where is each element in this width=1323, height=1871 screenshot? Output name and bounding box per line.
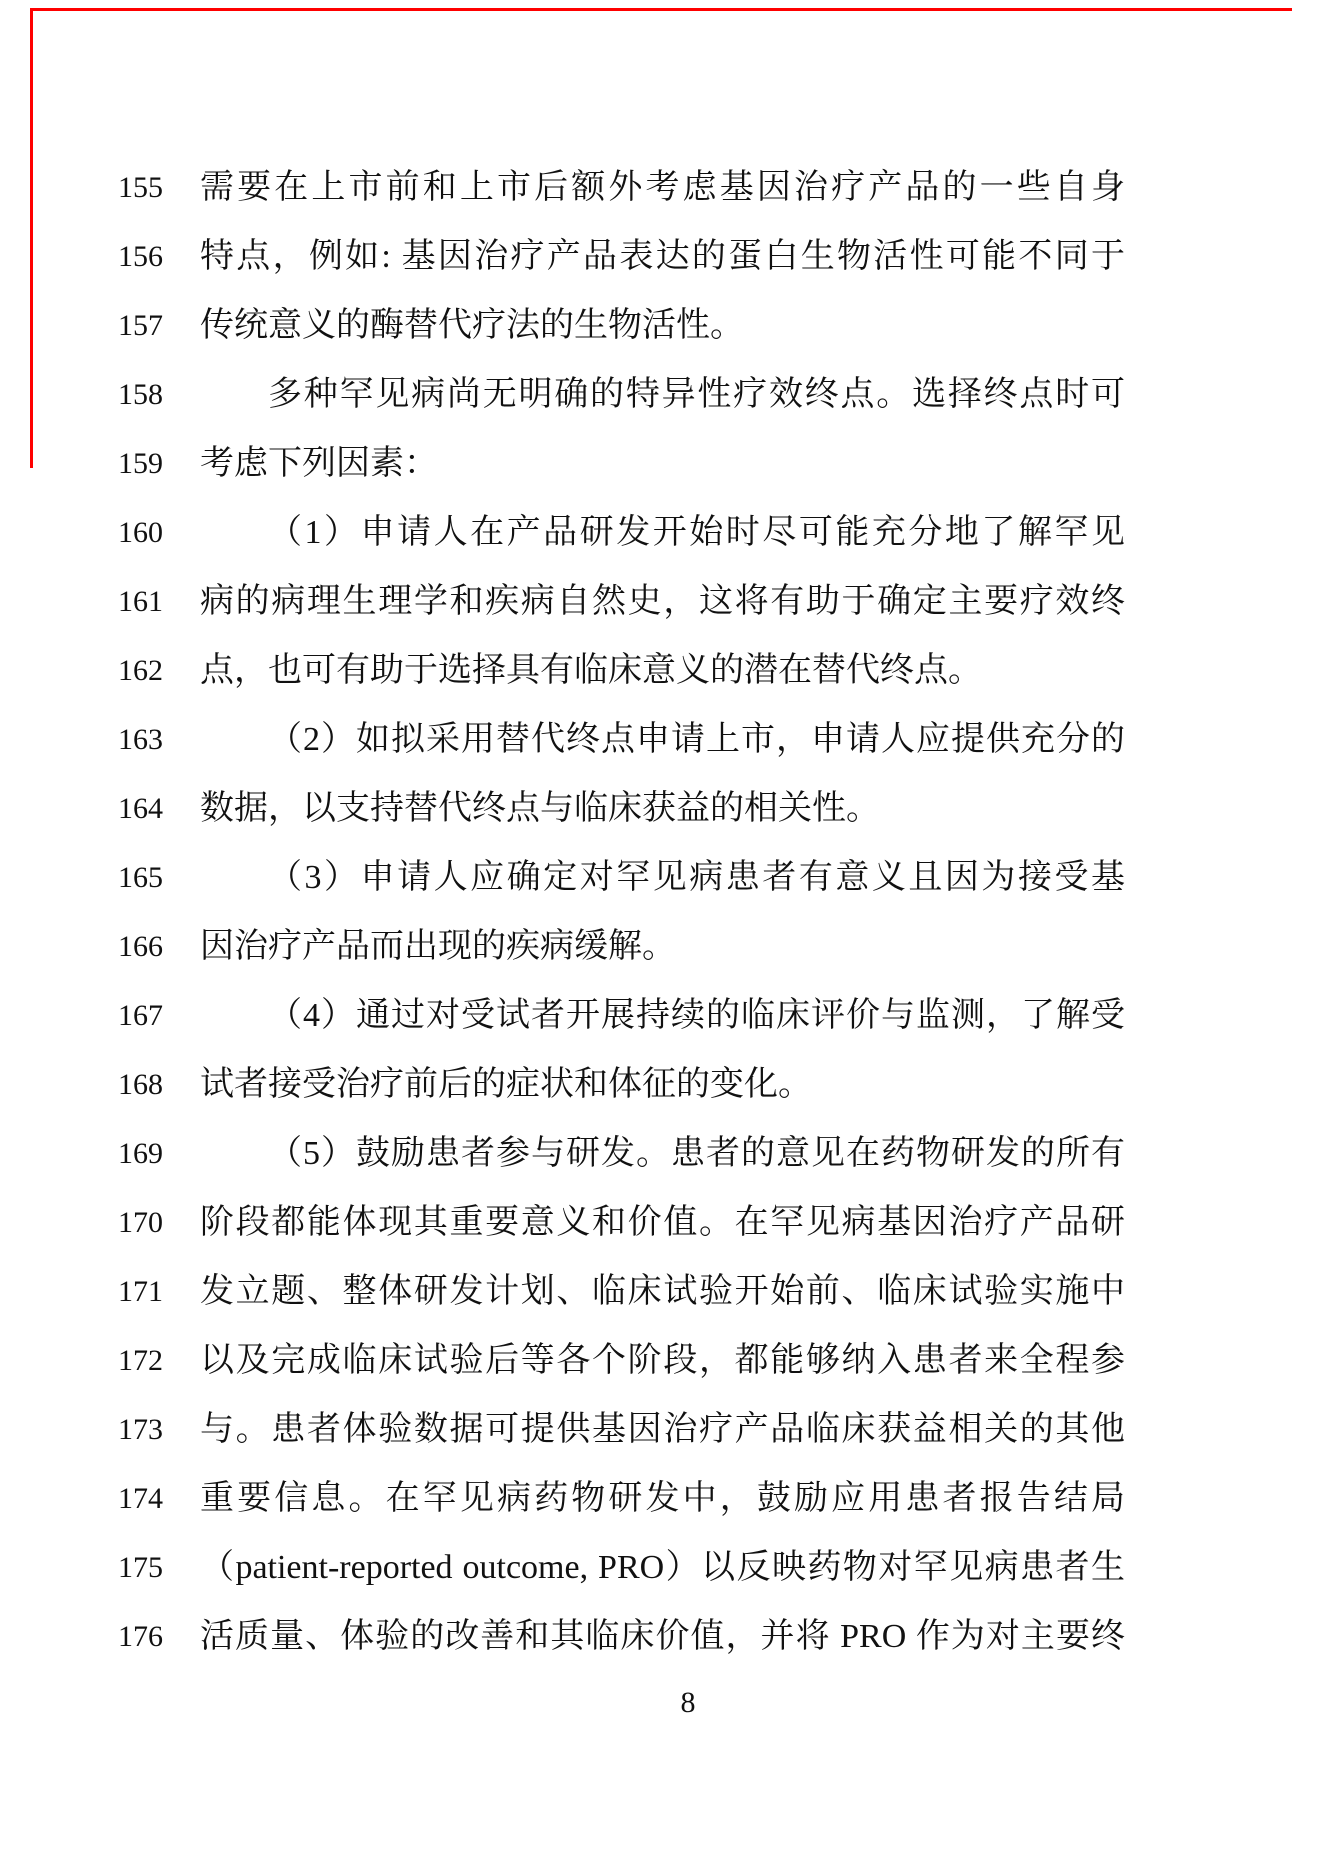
line-number: 169	[118, 1136, 163, 1170]
line-number: 175	[118, 1550, 163, 1584]
line-row	[0, 498, 1323, 567]
line-row	[0, 153, 1323, 222]
line-row	[0, 705, 1323, 774]
line-text: 需要在上市前和上市后额外考虑基因治疗产品的一些自身	[200, 168, 1125, 206]
line-row	[0, 567, 1323, 636]
line-row	[0, 1119, 1323, 1188]
line-text: 重要信息。在罕见病药物研发中，鼓励应用患者报告结局	[200, 1479, 1125, 1517]
line-row	[0, 291, 1323, 360]
line-number: 160	[118, 515, 163, 549]
line-row	[0, 1050, 1323, 1119]
line-number: 173	[118, 1412, 163, 1446]
line-row	[0, 1188, 1323, 1257]
line-row	[0, 1464, 1323, 1533]
line-number: 168	[118, 1067, 163, 1101]
line-text: （5）鼓励患者参与研发。患者的意见在药物研发的所有	[268, 1134, 1125, 1172]
line-row	[0, 843, 1323, 912]
line-row	[0, 774, 1323, 843]
line-number: 161	[118, 584, 163, 618]
line-text: 以及完成临床试验后等各个阶段，都能够纳入患者来全程参	[200, 1341, 1125, 1379]
line-row	[0, 429, 1323, 498]
line-number: 170	[118, 1205, 163, 1239]
line-number: 155	[118, 170, 163, 204]
line-text: 数据，以支持替代终点与临床获益的相关性。	[200, 789, 880, 827]
line-text: （2）如拟采用替代终点申请上市，申请人应提供充分的	[268, 720, 1125, 758]
line-row	[0, 1533, 1323, 1602]
line-row	[0, 981, 1323, 1050]
line-number: 165	[118, 860, 163, 894]
line-number: 164	[118, 791, 163, 825]
line-number: 157	[118, 308, 163, 342]
line-number: 163	[118, 722, 163, 756]
line-number: 166	[118, 929, 163, 963]
line-number: 162	[118, 653, 163, 687]
line-number: 176	[118, 1619, 163, 1653]
line-text: 与。患者体验数据可提供基因治疗产品临床获益相关的其他	[200, 1410, 1125, 1448]
line-number: 172	[118, 1343, 163, 1377]
line-text: 发立题、整体研发计划、临床试验开始前、临床试验实施中	[200, 1272, 1125, 1310]
line-row	[0, 1257, 1323, 1326]
line-text: （1）申请人在产品研发开始时尽可能充分地了解罕见	[268, 513, 1125, 551]
line-row	[0, 222, 1323, 291]
line-text: 特点，例如: 基因治疗产品表达的蛋白生物活性可能不同于	[200, 237, 1125, 275]
numbered-text-block	[0, 153, 1323, 1671]
line-text: 活质量、体验的改善和其临床价值，并将 PRO 作为对主要终	[200, 1617, 1125, 1655]
line-text: 阶段都能体现其重要意义和价值。在罕见病基因治疗产品研	[200, 1203, 1125, 1241]
line-row	[0, 1326, 1323, 1395]
line-row	[0, 912, 1323, 981]
line-text: （3）申请人应确定对罕见病患者有意义且因为接受基	[268, 858, 1125, 896]
line-row	[0, 1395, 1323, 1464]
line-text: 病的病理生理学和疾病自然史，这将有助于确定主要疗效终	[200, 582, 1125, 620]
line-number: 159	[118, 446, 163, 480]
line-text: 考虑下列因素：	[200, 444, 438, 482]
line-text: （patient-reported outcome, PRO）以反映药物对罕见病患者生	[200, 1548, 1125, 1586]
line-row	[0, 636, 1323, 705]
line-text: 因治疗产品而出现的疾病缓解。	[200, 927, 676, 965]
red-annotation-line-top	[30, 8, 1292, 11]
line-number: 167	[118, 998, 163, 1032]
line-text: 点，也可有助于选择具有临床意义的潜在替代终点。	[200, 651, 982, 689]
line-row	[0, 1602, 1323, 1671]
line-text: 传统意义的酶替代疗法的生物活性。	[200, 306, 744, 344]
line-number: 156	[118, 239, 163, 273]
line-number: 174	[118, 1481, 163, 1515]
line-text: 试者接受治疗前后的症状和体征的变化。	[200, 1065, 812, 1103]
line-text: 多种罕见病尚无明确的特异性疗效终点。选择终点时可	[268, 375, 1125, 413]
line-number: 171	[118, 1274, 163, 1308]
page-number: 8	[680, 1686, 696, 1719]
line-text: （4）通过对受试者开展持续的临床评价与监测，了解受	[268, 996, 1125, 1034]
line-number: 158	[118, 377, 163, 411]
line-row	[0, 360, 1323, 429]
